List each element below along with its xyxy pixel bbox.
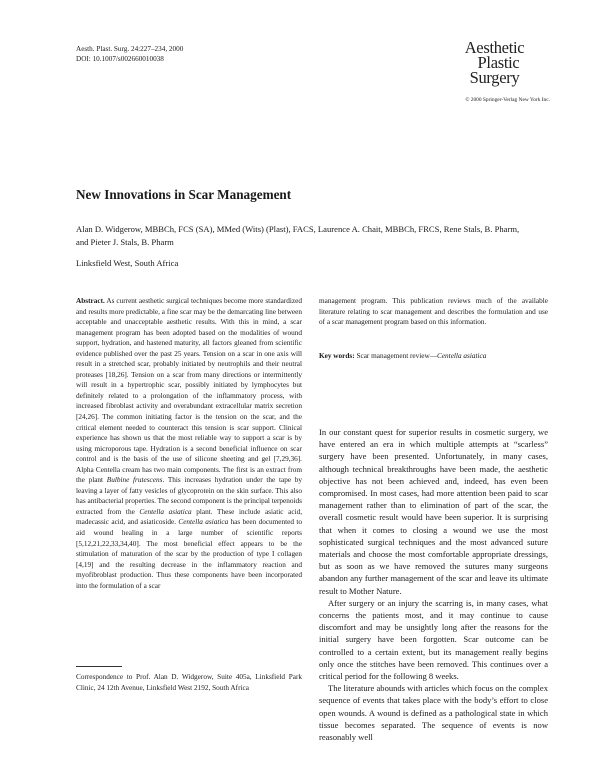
abstract-text: has been documented to aid wound healing in a large number of scientific reports [5,12,21,22,33,34,40]. The most beneficial effect appears to be the stimulation of maturation of the scar by the production of type I collagen [4,19] and the resulting decrease in the inflammatory reaction and myofibroblast production. Thus these components have been incorporated into the formulation of a scar	[76, 518, 302, 590]
journal-logo	[442, 40, 547, 85]
keywords-italic: Centella asiatica	[437, 352, 487, 360]
keywords	[319, 352, 548, 360]
abstract-italic-centella: Centella asiatica	[139, 507, 192, 516]
body-paragraph: After surgery or an injury the scarring is, in many cases, what concerns the patients most, and it may continue to cause discomfort and may be unsightly long after the reasons for the initial surgery have been forgotten. Scar outcome can be controlled to a certain extent, but its management really begins only once the stitches have been removed. This continues over a critical period for the following 8 weeks.	[319, 597, 548, 682]
abstract-continuation: management program. This publication reviews much of the available literature relating to scar management and describes the formulation and use of a scar management program based on this information.	[319, 297, 548, 327]
abstract-left-column	[76, 296, 302, 591]
abstract-italic-bulbine: Bulbine frutescens	[106, 476, 163, 485]
journal-citation: Aesth. Plast. Surg. 24:227–234, 2000	[76, 45, 184, 53]
journal-reference	[76, 44, 183, 64]
abstract-italic-centella: Centella asiatica	[178, 518, 229, 527]
body-paragraph: In our constant quest for superior results in cosmetic surgery, we have entered an era in which multiple attempts at “scarless” surgery have been presented. Unfortunately, in many cases, although technical breakthroughs have been made, the aesthetic objective has not been achieved and, indeed, has even been compromised. In most cases, had more attention been paid to scar management rather than to elimination of part of the scar, the overall cosmetic result would have been superior. It is surprising that when it comes to closing a wound we use the most sophisticated surgical techniques and the most advanced suture materials and choose the most comfortable appropriate dressings, but as soon as we have removed the sutures many surgeons abandon any further management of the scar and leave its ultimate result to Mother Nature.	[319, 427, 548, 596]
abstract-text: As current aesthetic surgical techniques become more standardized and results more predictable, a fine scar may be the demarcating line between acceptable and unacceptable aesthetic results. With this in mind, a scar management program has been adopted based on the modalities of wound support, hydration, and hastened maturity, all factors gleaned from scientific evidence published over the past 25 years. Tension on a scar in one axis will result in a stretched scar, probably initiated by neutrophils and their neutral proteases [18,26]. Tension on a scar from many directions or intermittently will result in a hypertrophic scar, possibly initiated by lymphocytes but definitely related to a prolongation of the inflammatory process, with increased fibroblast activity and overabundant extracellular matrix secretion [24,26]. The common initiating factor is the tension on the scar, and the critical element needed to counteract this tension is scar support. Clinical experience has shown us that the most reliable way to support a scar is by using microporous tape. Hydration is a second beneficial influence on scar control and is the basis of the use of silicone sheeting and gel [7,29,36]. Alpha Centella cream has two main components. The first is an extract from the plant	[76, 297, 302, 485]
body-paragraph: The literature abounds with articles which focus on the complex sequence of events that takes place with the body’s effort to close open wounds. A wound is defined as a pathological state in which tissue becomes separated. The sequence of events is now reasonably well	[319, 683, 548, 743]
keywords-label: Key words:	[319, 352, 355, 360]
logo-word-surgery: Surgery	[469, 68, 520, 87]
abstract-label: Abstract.	[76, 297, 105, 305]
abstract-text: plant. These include asiatic acid, madecassic acid, and asiaticoside.	[76, 507, 303, 527]
footnote-divider	[76, 666, 122, 667]
author-list: Alan D. Widgerow, MBBCh, FCS (SA), MMed (Wits) (Plast), FACS, Laurence A. Chait, MBBCh, FRCS, Rene Stals, B. Pharm, and Pieter J. Stals, B. Pharm	[76, 224, 520, 247]
article-title: New Innovations in Scar Management	[76, 187, 292, 202]
doi: DOI: 10.1007/s002660010038	[76, 55, 164, 63]
copyright-notice: © 2000 Springer-Verlag New York Inc.	[465, 97, 550, 103]
introduction-body	[319, 426, 548, 743]
affiliation: Linksfield West, South Africa	[76, 258, 179, 268]
correspondence-footnote: Correspondence to Prof. Alan D. Widgerow, Suite 405a, Linksfield Park Clinic, 24 12th Avenue, Linksfield West 2192, South Africa	[76, 673, 302, 692]
keywords-text: Scar management review—	[354, 352, 437, 360]
logo-word-aesthetic: Aesthetic	[464, 38, 525, 57]
abstract-text: . This increases hydration under the tape by leaving a layer of fatty vesicles of glycoprotein on the skin surface. This also has antibacterial properties. The second component is the principal terpenoids extracted from the	[76, 476, 302, 516]
logo-word-plastic: Plastic	[477, 53, 520, 72]
